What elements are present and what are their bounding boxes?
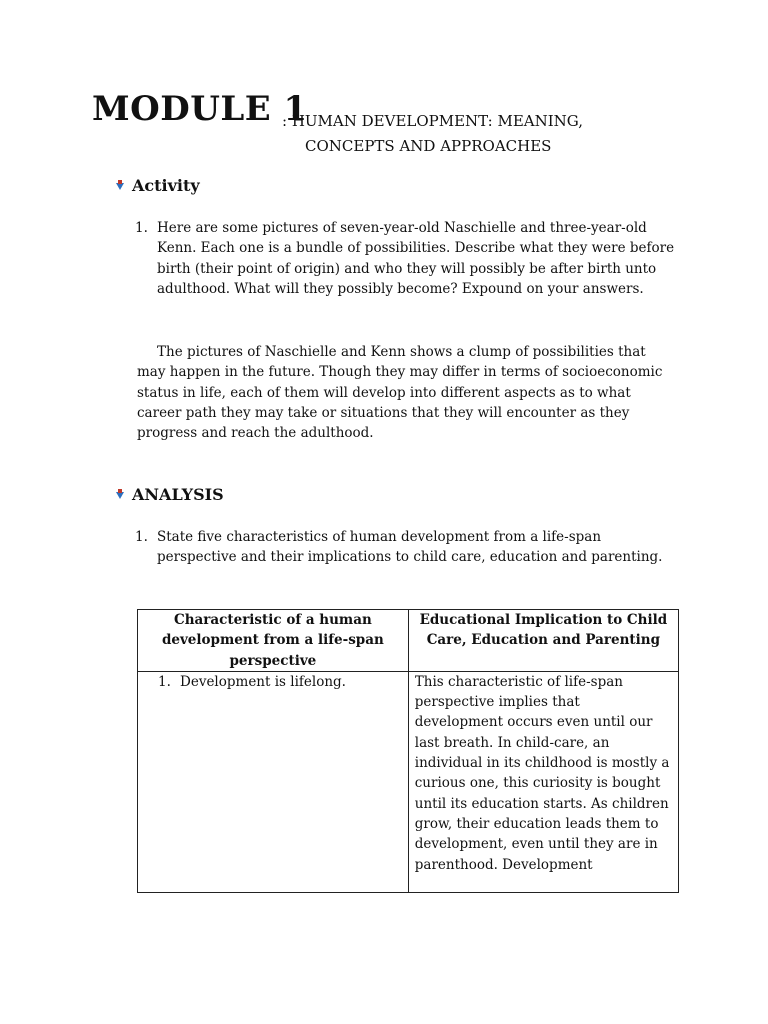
arrow-down-bullet-icon: [114, 489, 126, 501]
table-cell-characteristic: [138, 671, 409, 892]
module-title: MODULE 1: [92, 89, 308, 129]
activity-item-number: 1.: [135, 220, 148, 236]
analysis-heading-label: ANALYSIS: [132, 485, 224, 504]
table-header-implication: Educational Implication to Child Care, Education and Parenting: [408, 610, 678, 672]
row-characteristic-text: Development is lifelong.: [180, 673, 346, 690]
activity-answer: The pictures of Naschielle and Kenn shows a clump of possibilities that may happen in the future. Though they may differ in terms of socioeconomic status in life, each of them will develop into different aspects as to what career path they may take or situations that they will encounter as they progress and reach the adulthood.: [137, 344, 663, 442]
activity-item: [135, 218, 680, 299]
row-number: 1.: [158, 673, 171, 690]
characteristics-table: [137, 609, 679, 893]
table-header-characteristic: Characteristic of a human development from a life-span perspective: [138, 610, 409, 672]
analysis-item: [135, 527, 680, 568]
table-cell-implication: [408, 671, 678, 892]
arrow-down-bullet-icon: [114, 180, 126, 192]
module-subtitle-line2: CONCEPTS AND APPROACHES: [305, 137, 552, 155]
table-header-row: [138, 610, 679, 672]
analysis-item-number: 1.: [135, 529, 148, 545]
activity-item-text: Here are some pictures of seven-year-old Naschielle and three-year-old Kenn. Each one is a bundle of possibilities. Describe what they were before birth (their point of origin) and who they will possibly be after birth unto adulthood. What will they possibly become? Expound on your answers.: [157, 220, 675, 297]
row-implication-text: This characteristic of life-span perspective implies that development occurs even until our last breath. In child-care, an individual in its childhood is mostly a curious one, this curiosity is bought until its education starts. As children grow, their education leads them to development, even until they are in parenthood. Development: [414, 673, 670, 873]
analysis-item-text: State five characteristics of human development from a life-span perspective and their implications to child care, education and parenting.: [157, 529, 663, 566]
activity-heading: [114, 176, 200, 195]
analysis-heading: [114, 485, 224, 504]
module-subtitle-line1: : HUMAN DEVELOPMENT: MEANING,: [282, 112, 583, 130]
activity-heading-label: Activity: [132, 176, 200, 195]
table-row: [138, 671, 679, 892]
